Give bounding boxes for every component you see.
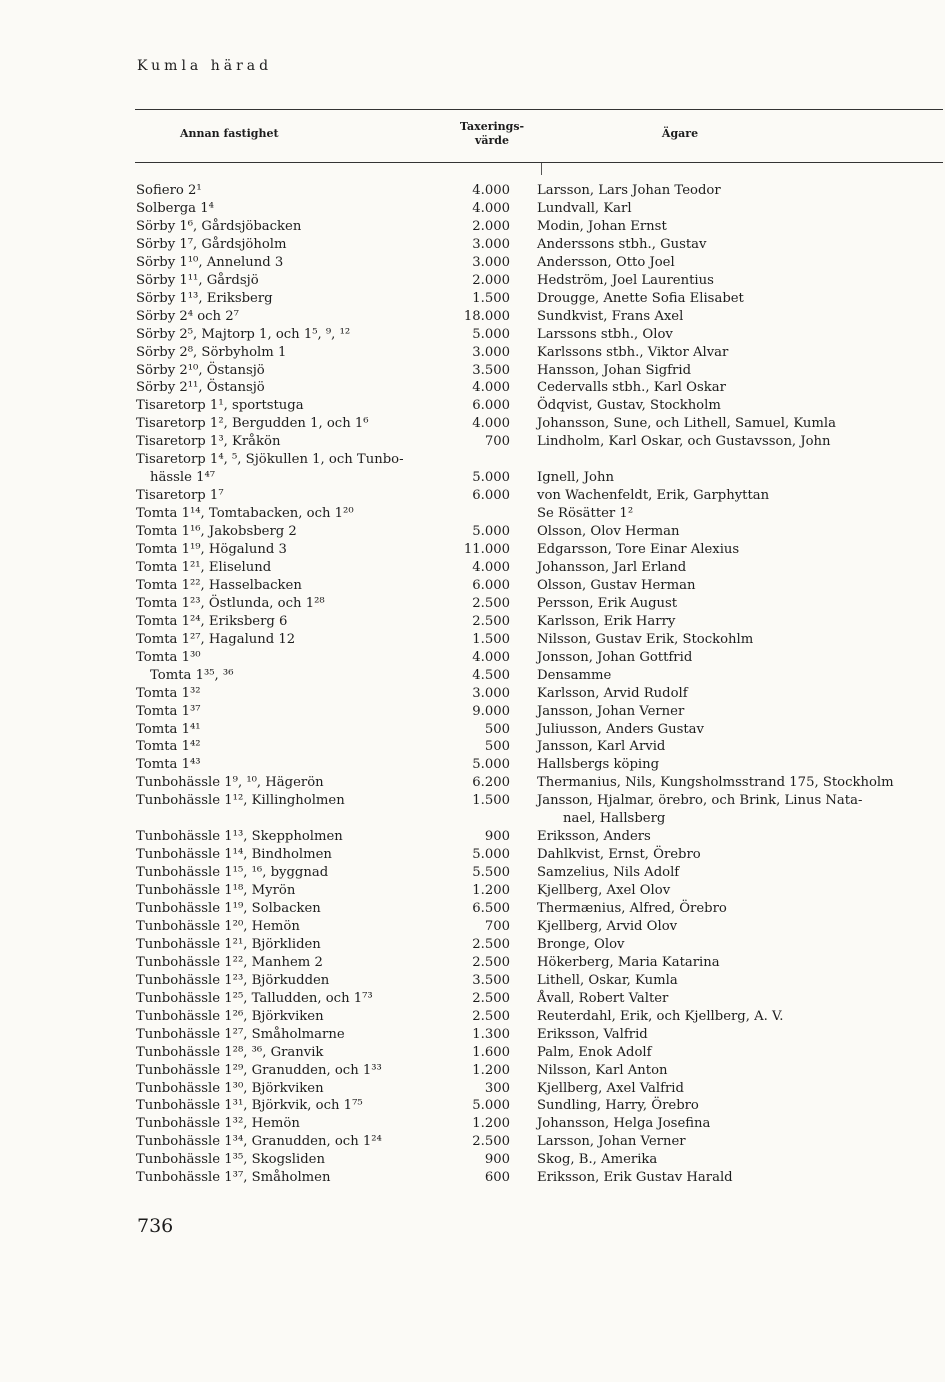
owner-name: Eriksson, Anders <box>537 829 651 845</box>
tax-value: 3.500 <box>472 972 510 988</box>
tax-value: 3.500 <box>472 362 510 378</box>
owner-name: Sundkvist, Frans Axel <box>537 308 684 324</box>
table-row <box>0 774 945 792</box>
table-row <box>0 272 945 290</box>
tax-value: 4.000 <box>472 416 510 432</box>
table-row <box>0 254 945 272</box>
table-row <box>0 1151 945 1169</box>
tax-value: 6.000 <box>472 398 510 414</box>
table-row <box>0 451 945 469</box>
table-row <box>0 290 945 308</box>
tax-value: 3.000 <box>472 236 510 252</box>
table-row <box>0 1026 945 1044</box>
tax-value: 2.500 <box>472 1008 510 1024</box>
table-row <box>0 595 945 613</box>
table-row <box>0 918 945 936</box>
tax-value: 4.000 <box>472 200 510 216</box>
tax-value: 2.500 <box>472 1134 510 1150</box>
table-row <box>0 972 945 990</box>
table-row <box>0 379 945 397</box>
owner-name: Kjellberg, Axel Olov <box>537 883 671 899</box>
table-row <box>0 559 945 577</box>
tax-value: 5.000 <box>472 326 510 342</box>
tax-value: 600 <box>484 1170 510 1186</box>
owner-name: Lindholm, Karl Oskar, och Gustavsson, John <box>537 434 831 450</box>
tax-value: 700 <box>484 918 510 934</box>
owner-name: Nilsson, Gustav Erik, Stockohlm <box>537 631 754 647</box>
tax-value: 2.000 <box>472 272 510 288</box>
page-title: Kumla härad <box>137 58 273 74</box>
property-name: Sörby 1¹⁰, Annelund 3 <box>136 254 284 270</box>
owner-name: Thermanius, Nils, Kungsholmsstrand 175, Stockholm <box>537 775 894 791</box>
owner-name: Larssons stbh., Olov <box>537 326 673 342</box>
owner-name: Sundling, Harry, Örebro <box>537 1098 699 1114</box>
table-row <box>0 828 945 846</box>
property-name: Sofiero 2¹ <box>136 183 202 198</box>
tax-value: 5.000 <box>472 1098 510 1114</box>
property-name: Tunbohässle 1¹⁸, Myrön <box>136 883 296 899</box>
owner-name: Karlssons stbh., Viktor Alvar <box>537 344 729 360</box>
owner-name: Johansson, Jarl Erland <box>537 559 687 575</box>
table-row <box>0 344 945 362</box>
owner-name: Lithell, Oskar, Kumla <box>537 972 678 988</box>
property-name: Tunbohässle 1²⁷, Småholmarne <box>136 1026 345 1042</box>
table-row <box>0 200 945 218</box>
table-row <box>0 308 945 326</box>
property-name: Tunbohässle 1³⁴, Granudden, och 1²⁴ <box>136 1134 382 1150</box>
table-row <box>0 1097 945 1115</box>
table-row <box>0 1080 945 1098</box>
owner-name: Jansson, Karl Arvid <box>537 739 666 755</box>
tax-value: 2.500 <box>472 595 510 611</box>
owner-name: Jonsson, Johan Gottfrid <box>537 649 693 665</box>
column-divider <box>541 163 542 175</box>
property-name: Tomta 1³⁰ <box>136 649 201 665</box>
property-name: Tunbohässle 1²⁰, Hemön <box>136 918 300 934</box>
tax-value: 3.000 <box>472 344 510 360</box>
owner-name: Hallsbergs köping <box>537 757 660 773</box>
table-row <box>0 523 945 541</box>
table-row <box>0 1133 945 1151</box>
table-row <box>0 541 945 559</box>
property-name: Tisaretorp 1³, Kråkön <box>136 434 281 450</box>
property-name: hässle 1⁴⁷ <box>150 470 216 486</box>
tax-value: 1.300 <box>472 1026 510 1042</box>
property-name: Sörby 1¹³, Eriksberg <box>136 290 273 306</box>
tax-value: 11.000 <box>463 542 510 557</box>
table-row <box>0 1062 945 1080</box>
table-row <box>0 1044 945 1062</box>
owner-name: Edgarsson, Tore Einar Alexius <box>537 542 740 557</box>
property-name: Tunbohässle 1²⁹, Granudden, och 1³³ <box>136 1062 382 1078</box>
tax-value: 4.000 <box>472 649 510 665</box>
tax-value: 2.000 <box>472 218 510 234</box>
table-row <box>0 487 945 505</box>
table-row <box>0 882 945 900</box>
owner-name: Thermænius, Alfred, Örebro <box>537 901 727 916</box>
table-row <box>0 685 945 703</box>
property-name: Tomta 1²², Hasselbacken <box>136 577 302 593</box>
property-name: Tunbohässle 1²⁶, Björkviken <box>136 1008 324 1024</box>
table-row <box>0 182 945 200</box>
owner-name: Eriksson, Valfrid <box>537 1026 648 1042</box>
property-name: Tunbohässle 1²⁸, ³⁶, Granvik <box>136 1044 324 1060</box>
property-name: Tunbohässle 1¹³, Skeppholmen <box>136 829 343 845</box>
table-row <box>0 613 945 631</box>
tax-value: 5.000 <box>472 847 510 863</box>
tax-value: 4.000 <box>472 559 510 575</box>
property-name: Tomta 1²⁴, Eriksberg 6 <box>136 613 288 629</box>
property-name: Sörby 2⁴ och 2⁷ <box>136 308 239 324</box>
owner-name: Eriksson, Erik Gustav Harald <box>537 1170 733 1186</box>
owner-name: Ödqvist, Gustav, Stockholm <box>537 398 721 414</box>
table-row <box>0 954 945 972</box>
owner-name: Åvall, Robert Valter <box>537 990 669 1006</box>
table-row <box>0 756 945 774</box>
table-row <box>0 864 945 882</box>
property-name: Tunbohässle 1³², Hemön <box>136 1116 300 1132</box>
property-name: Tunbohässle 1²¹, Björkliden <box>136 936 321 952</box>
owner-name: Anderssons stbh., Gustav <box>537 236 707 252</box>
tax-value: 2.500 <box>472 936 510 952</box>
header-bottom-rule <box>135 162 943 163</box>
owner-name: Larsson, Johan Verner <box>537 1134 686 1150</box>
tax-value: 500 <box>484 739 510 755</box>
column-header-owner: Ägare <box>661 127 699 140</box>
property-name: Tunbohässle 1¹⁵, ¹⁶, byggnad <box>136 865 329 881</box>
property-name: Tunbohässle 1²⁵, Talludden, och 1⁷³ <box>136 990 373 1006</box>
tax-value: 5.000 <box>472 470 510 486</box>
table-row <box>0 792 945 810</box>
owner-name: Jansson, Johan Verner <box>537 703 685 719</box>
tax-value: 2.500 <box>472 990 510 1006</box>
tax-value: 5.000 <box>472 524 510 540</box>
table-row <box>0 505 945 523</box>
property-name: Sörby 2¹¹, Östansjö <box>136 380 265 396</box>
owner-name: Bronge, Olov <box>537 936 625 952</box>
tax-value: 3.000 <box>472 254 510 270</box>
table-row <box>0 703 945 721</box>
property-name: Tisaretorp 1⁷ <box>136 488 224 504</box>
tax-value: 5.000 <box>472 757 510 773</box>
tax-value: 6.000 <box>472 577 510 593</box>
owner-name: von Wachenfeldt, Erik, Garphyttan <box>537 488 770 504</box>
table-row <box>0 990 945 1008</box>
tax-value: 1.200 <box>472 883 510 899</box>
table-row <box>0 397 945 415</box>
property-name: Tomta 1¹⁶, Jakobsberg 2 <box>136 524 297 540</box>
owner-name: Modin, Johan Ernst <box>537 218 667 234</box>
property-name: Tisaretorp 1⁴, ⁵, Sjökullen 1, och Tunbo- <box>136 452 404 468</box>
property-name: Tomta 1⁴¹ <box>136 721 201 737</box>
table-row <box>0 936 945 954</box>
owner-name: Persson, Erik August <box>537 595 678 611</box>
owner-name: Reuterdahl, Erik, och Kjellberg, A. V. <box>537 1008 784 1024</box>
tax-value: 4.000 <box>472 380 510 396</box>
property-name: Tomta 1⁴³ <box>136 757 201 773</box>
owner-name: Palm, Enok Adolf <box>537 1044 652 1060</box>
tax-value: 700 <box>484 434 510 450</box>
table-row <box>0 846 945 864</box>
tax-value: 1.600 <box>472 1044 510 1060</box>
property-name: Tunbohässle 1³⁷, Småholmen <box>136 1170 331 1186</box>
property-name: Tunbohässle 1³¹, Björkvik, och 1⁷⁵ <box>136 1098 363 1114</box>
property-name: Tunbohässle 1¹², Killingholmen <box>136 793 345 809</box>
owner-name: Se Rösätter 1² <box>537 506 634 522</box>
owner-name: Kjellberg, Axel Valfrid <box>537 1080 684 1096</box>
table-row <box>0 667 945 685</box>
table-row <box>0 577 945 595</box>
owner-name: Jansson, Hjalmar, örebro, och Brink, Linus Nata- <box>537 793 863 809</box>
property-name: Tomta 1⁴² <box>136 739 201 755</box>
owner-name: Larsson, Lars Johan Teodor <box>537 183 721 198</box>
tax-value: 1.200 <box>472 1062 510 1078</box>
tax-value: 500 <box>484 721 510 737</box>
property-name: Solberga 1⁴ <box>136 200 214 216</box>
owner-name: Olsson, Gustav Herman <box>537 577 696 593</box>
property-name: Sörby 2⁵, Majtorp 1, och 1⁵, ⁹, ¹² <box>136 326 351 342</box>
tax-value: 18.000 <box>463 308 510 324</box>
owner-name: nael, Hallsberg <box>563 811 666 827</box>
table-row <box>0 433 945 451</box>
property-name: Tisaretorp 1², Bergudden 1, och 1⁶ <box>136 416 369 432</box>
tax-value: 3.000 <box>472 685 510 701</box>
property-name: Tunbohässle 1²², Manhem 2 <box>136 954 323 970</box>
owner-name: Andersson, Otto Joel <box>537 254 675 270</box>
property-name: Sörby 1⁶, Gårdsjöbacken <box>136 218 302 234</box>
owner-name: Hansson, Johan Sigfrid <box>537 362 692 378</box>
property-name: Tomta 1²¹, Eliselund <box>136 559 272 575</box>
tax-value: 4.000 <box>472 183 510 198</box>
owner-name: Lundvall, Karl <box>537 200 632 216</box>
owner-name: Karlsson, Erik Harry <box>537 613 676 629</box>
property-name: Tunbohässle 1¹⁹, Solbacken <box>136 901 321 916</box>
table-row <box>0 469 945 487</box>
property-name: Sörby 2⁸, Sörbyholm 1 <box>136 344 287 360</box>
table-row <box>0 415 945 433</box>
tax-value: 1.500 <box>472 793 510 809</box>
tax-value: 6.000 <box>472 488 510 504</box>
property-name: Tomta 1¹⁴, Tomtabacken, och 1²⁰ <box>136 506 354 522</box>
owner-name: Kjellberg, Arvid Olov <box>537 918 678 934</box>
owner-name: Skog, B., Amerika <box>537 1152 658 1168</box>
tax-value: 1.500 <box>472 290 510 306</box>
owner-name: Ignell, John <box>537 470 614 486</box>
owner-name: Olsson, Olov Herman <box>537 524 680 540</box>
table-row <box>0 362 945 380</box>
table-row <box>0 1169 945 1187</box>
owner-name: Cedervalls stbh., Karl Oskar <box>537 380 726 396</box>
owner-name: Johansson, Helga Josefina <box>537 1116 711 1132</box>
property-name: Tomta 1³⁷ <box>136 703 201 719</box>
property-name: Tomta 1³² <box>136 685 201 701</box>
owner-name: Karlsson, Arvid Rudolf <box>537 685 688 701</box>
property-name: Tunbohässle 1²³, Björkudden <box>136 972 330 988</box>
table-row <box>0 218 945 236</box>
owner-name: Nilsson, Karl Anton <box>537 1062 668 1078</box>
property-name: Tomta 1²³, Östlunda, och 1²⁸ <box>136 595 325 611</box>
property-name: Tisaretorp 1¹, sportstuga <box>136 398 304 414</box>
property-name: Tunbohässle 1¹⁴, Bindholmen <box>136 847 332 863</box>
table-row <box>0 721 945 739</box>
owner-name: Dahlkvist, Ernst, Örebro <box>537 847 701 863</box>
owner-name: Hedström, Joel Laurentius <box>537 272 714 288</box>
table-row <box>0 1115 945 1133</box>
column-header-property: Annan fastighet <box>180 127 279 140</box>
property-name: Tunbohässle 1³⁰, Björkviken <box>136 1080 324 1096</box>
tax-value: 900 <box>484 829 510 845</box>
tax-value: 4.500 <box>472 667 510 683</box>
property-name: Tunbohässle 1⁹, ¹⁰, Hägerön <box>136 775 324 791</box>
property-name: Sörby 1⁷, Gårdsjöholm <box>136 236 287 252</box>
tax-value: 900 <box>484 1152 510 1168</box>
tax-value: 6.200 <box>472 775 510 791</box>
tax-value: 5.500 <box>472 865 510 881</box>
column-header-tax-value: Taxerings- värde <box>459 120 525 147</box>
header-top-rule <box>135 109 943 110</box>
tax-value: 9.000 <box>472 703 510 719</box>
tax-value: 2.500 <box>472 954 510 970</box>
table-row <box>0 631 945 649</box>
property-name: Tomta 1³⁵, ³⁶ <box>150 667 234 683</box>
table-row <box>0 738 945 756</box>
table-row <box>0 649 945 667</box>
property-name: Sörby 1¹¹, Gårdsjö <box>136 272 259 288</box>
tax-value: 300 <box>484 1080 510 1096</box>
table-row <box>0 1008 945 1026</box>
owner-name: Densamme <box>537 667 612 683</box>
table-row <box>0 900 945 918</box>
property-name: Tunbohässle 1³⁵, Skogsliden <box>136 1152 325 1168</box>
table-row <box>0 810 945 828</box>
table-row <box>0 326 945 344</box>
tax-value: 6.500 <box>472 901 510 916</box>
owner-name: Drougge, Anette Sofia Elisabet <box>537 290 744 306</box>
property-name: Tomta 1¹⁹, Högalund 3 <box>136 542 287 557</box>
tax-value: 1.500 <box>472 631 510 647</box>
tax-value: 2.500 <box>472 613 510 629</box>
table-row <box>0 236 945 254</box>
property-name: Tomta 1²⁷, Hagalund 12 <box>136 631 296 647</box>
owner-name: Samzelius, Nils Adolf <box>537 865 680 881</box>
property-name: Sörby 2¹⁰, Östansjö <box>136 362 265 378</box>
owner-name: Hökerberg, Maria Katarina <box>537 954 720 970</box>
owner-name: Juliusson, Anders Gustav <box>537 721 704 737</box>
tax-value: 1.200 <box>472 1116 510 1132</box>
page-number: 736 <box>137 1215 174 1237</box>
owner-name: Johansson, Sune, och Lithell, Samuel, Kumla <box>537 416 836 432</box>
